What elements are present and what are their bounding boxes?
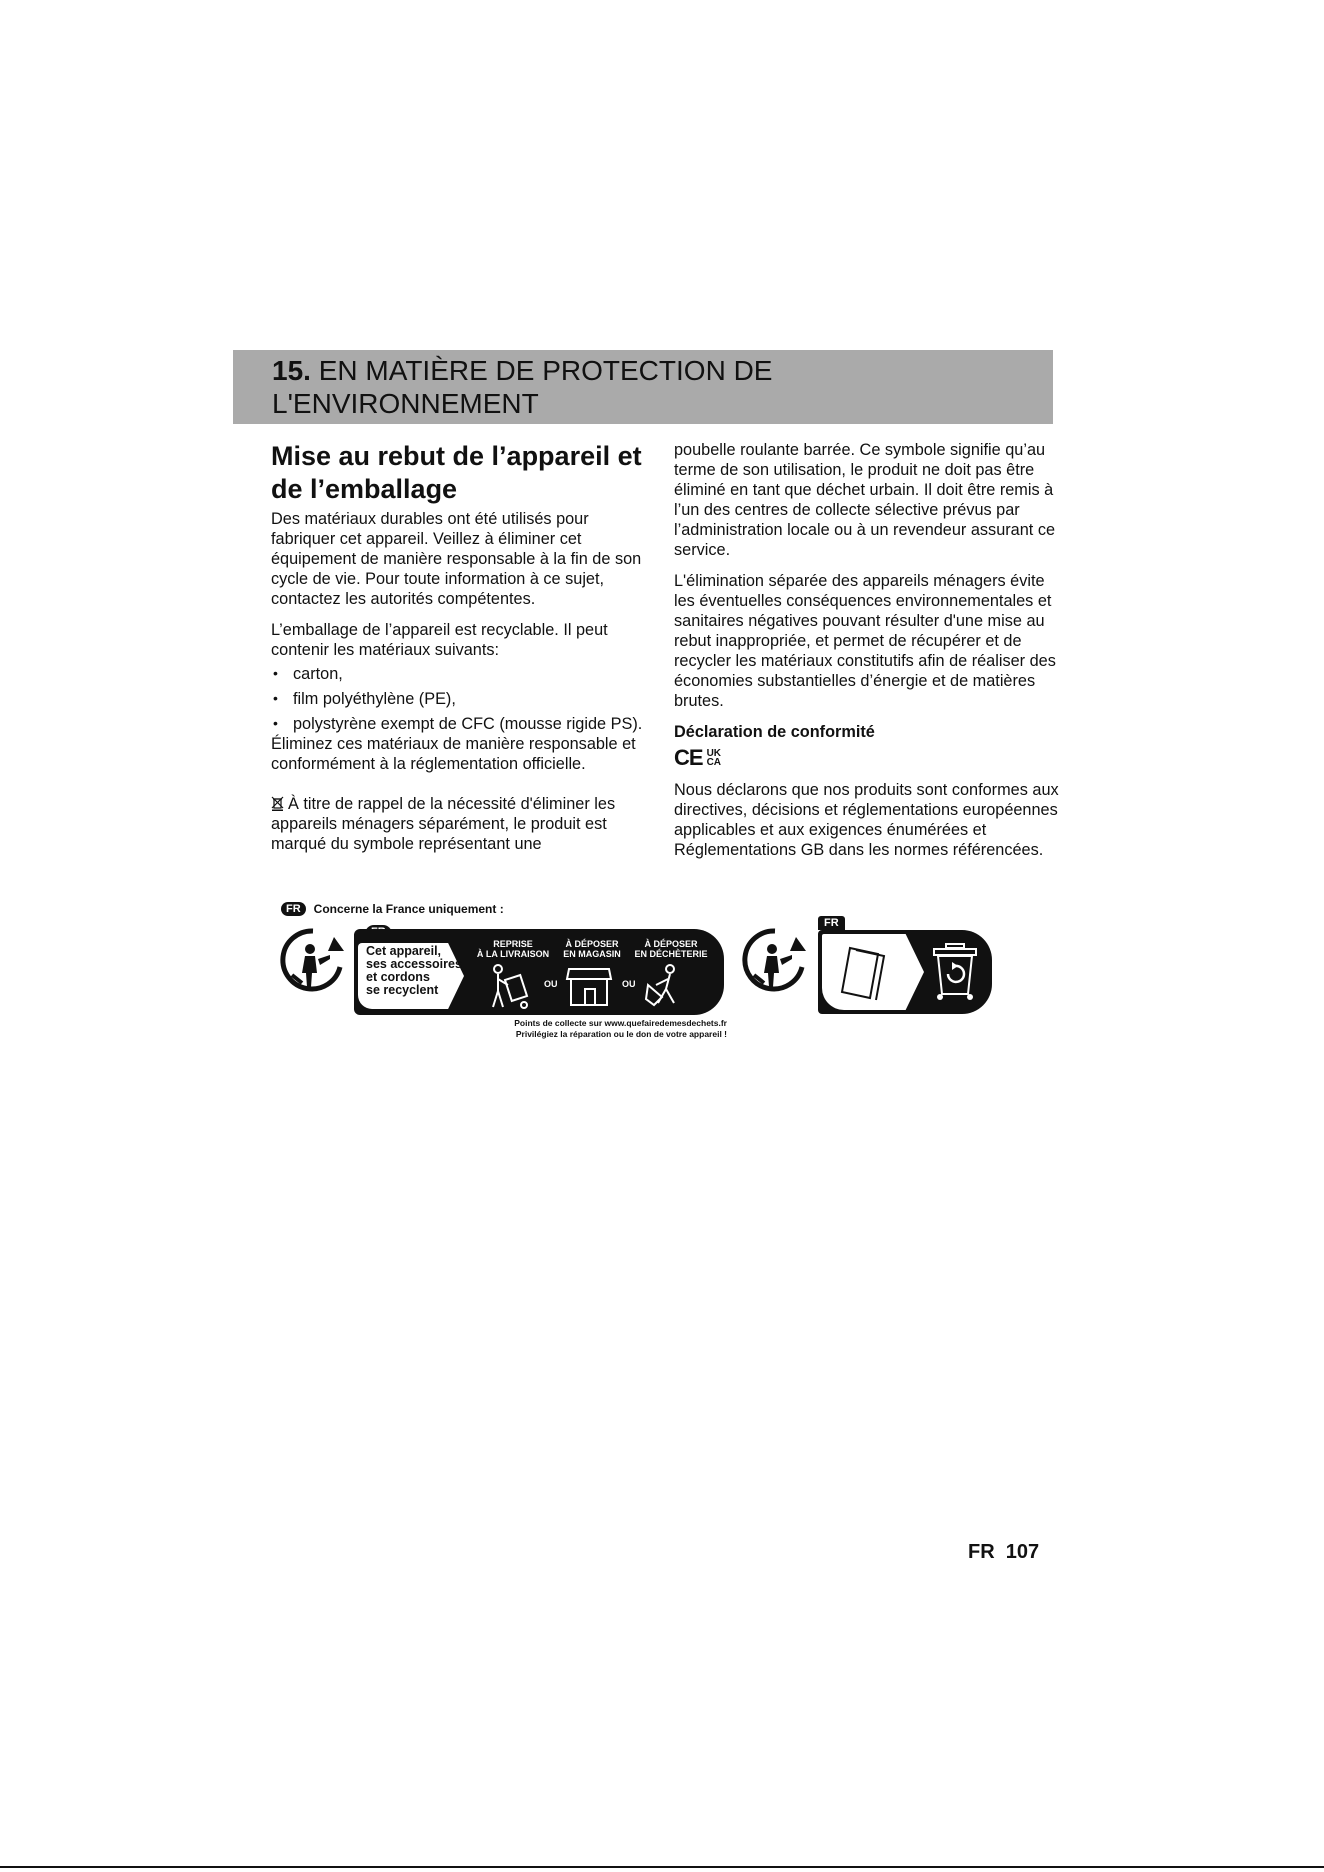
section-title — [272, 354, 1032, 420]
paragraph-with-icon: À titre de rappel de la nécessité d'éliminer les appareils ménagers séparément, le produit est marqué du symbole représentant une — [271, 795, 616, 853]
triman-icon — [278, 925, 348, 995]
left-column — [271, 440, 647, 865]
page-language: FR — [968, 1541, 995, 1563]
conformity-marks — [674, 746, 1059, 770]
france-note-text: Concerne la France uniquement : — [313, 902, 504, 916]
disposal-heading: Mise au rebut de l’appareil et de l’emballage — [271, 441, 642, 504]
paragraph: Des matériaux durables ont été utilisés pour fabriquer cet appareil. Veillez à éliminer cet équipement de manière responsable à la fin de son cycle de vie. Pour toute information à ce sujet, contactez les autorités compétentes. — [271, 510, 642, 608]
badge-text: Cet appareil, ses accessoires et cordons se recyclent — [366, 944, 462, 997]
section-number: 15. — [272, 355, 311, 386]
paragraph: L'élimination séparée des appareils ménagers évite les éventuelles conséquences environnementales et sanitaires négatives pouvant résulter d'une mise au rebut inappropriée, et permet de récupérer et de recycler les matériaux constitutifs afin de réaliser des économies substantielles d’énergie et de matières brutes. — [674, 572, 1056, 710]
paragraph: L’emballage de l’appareil est recyclable. Il peut contenir les matériaux suivants: — [271, 621, 608, 659]
store-icon — [565, 965, 613, 1007]
page-footer — [968, 1541, 1039, 1564]
materials-list — [271, 664, 647, 734]
list-item: • film polyéthylène (PE), — [273, 690, 456, 708]
collection-note: Points de collecte sur www.quefairedemesdechets.fr Privilégiez la réparation ou le don de votre appareil ! — [514, 1018, 727, 1039]
crossed-bin-icon — [271, 795, 284, 811]
waste-center-icon — [644, 963, 688, 1009]
option-store: À DÉPOSER EN MAGASIN — [563, 939, 621, 959]
right-column — [674, 440, 1059, 871]
section-header — [233, 350, 1053, 424]
or-label: OU — [622, 979, 636, 989]
packaging-recycling-badge — [818, 930, 992, 1014]
list-item: • polystyrène exempt de CFC (mousse rigide PS). — [273, 715, 643, 733]
paragraph: Éliminez ces matériaux de manière responsable et conformément à la réglementation officielle. — [271, 735, 636, 773]
fr-pill: FR — [281, 902, 306, 916]
paragraph: poubelle roulante barrée. Ce symbole signifie qu’au terme de son utilisation, le produit ne doit pas être éliminé en tant que déchet urbain. Il doit être remis à l’un des centres de collecte sélective prévus par l’administration locale ou à un revendeur assurant ce service. — [674, 441, 1056, 559]
recycling-bin-icon — [930, 942, 980, 1002]
triman-icon — [740, 925, 810, 995]
section-title-text: EN MATIÈRE DE PROTECTION DE L'ENVIRONNEMENT — [272, 355, 773, 419]
paragraph: Nous déclarons que nos produits sont conformes aux directives, décisions et réglementations européennes applicables et aux exigences énumérées et Réglementations GB dans les normes référencées. — [674, 781, 1059, 859]
ce-mark: CE — [674, 745, 703, 770]
page-number: 107 — [1005, 1541, 1040, 1563]
option-delivery: REPRISE À LA LIVRAISON — [476, 939, 550, 959]
france-note — [281, 902, 504, 916]
recycling-info-badge — [354, 929, 724, 1015]
list-item: • carton, — [273, 665, 343, 683]
ukca-mark: UK CA — [706, 748, 722, 768]
bottom-border — [0, 1866, 1324, 1868]
paper-icon — [836, 944, 892, 1002]
delivery-person-icon — [488, 963, 536, 1009]
conformity-heading: Déclaration de conformité — [674, 723, 875, 741]
or-label: OU — [544, 979, 558, 989]
fr-tag: FR — [818, 916, 845, 930]
option-waste-center: À DÉPOSER EN DÉCHÈTERIE — [634, 939, 708, 959]
